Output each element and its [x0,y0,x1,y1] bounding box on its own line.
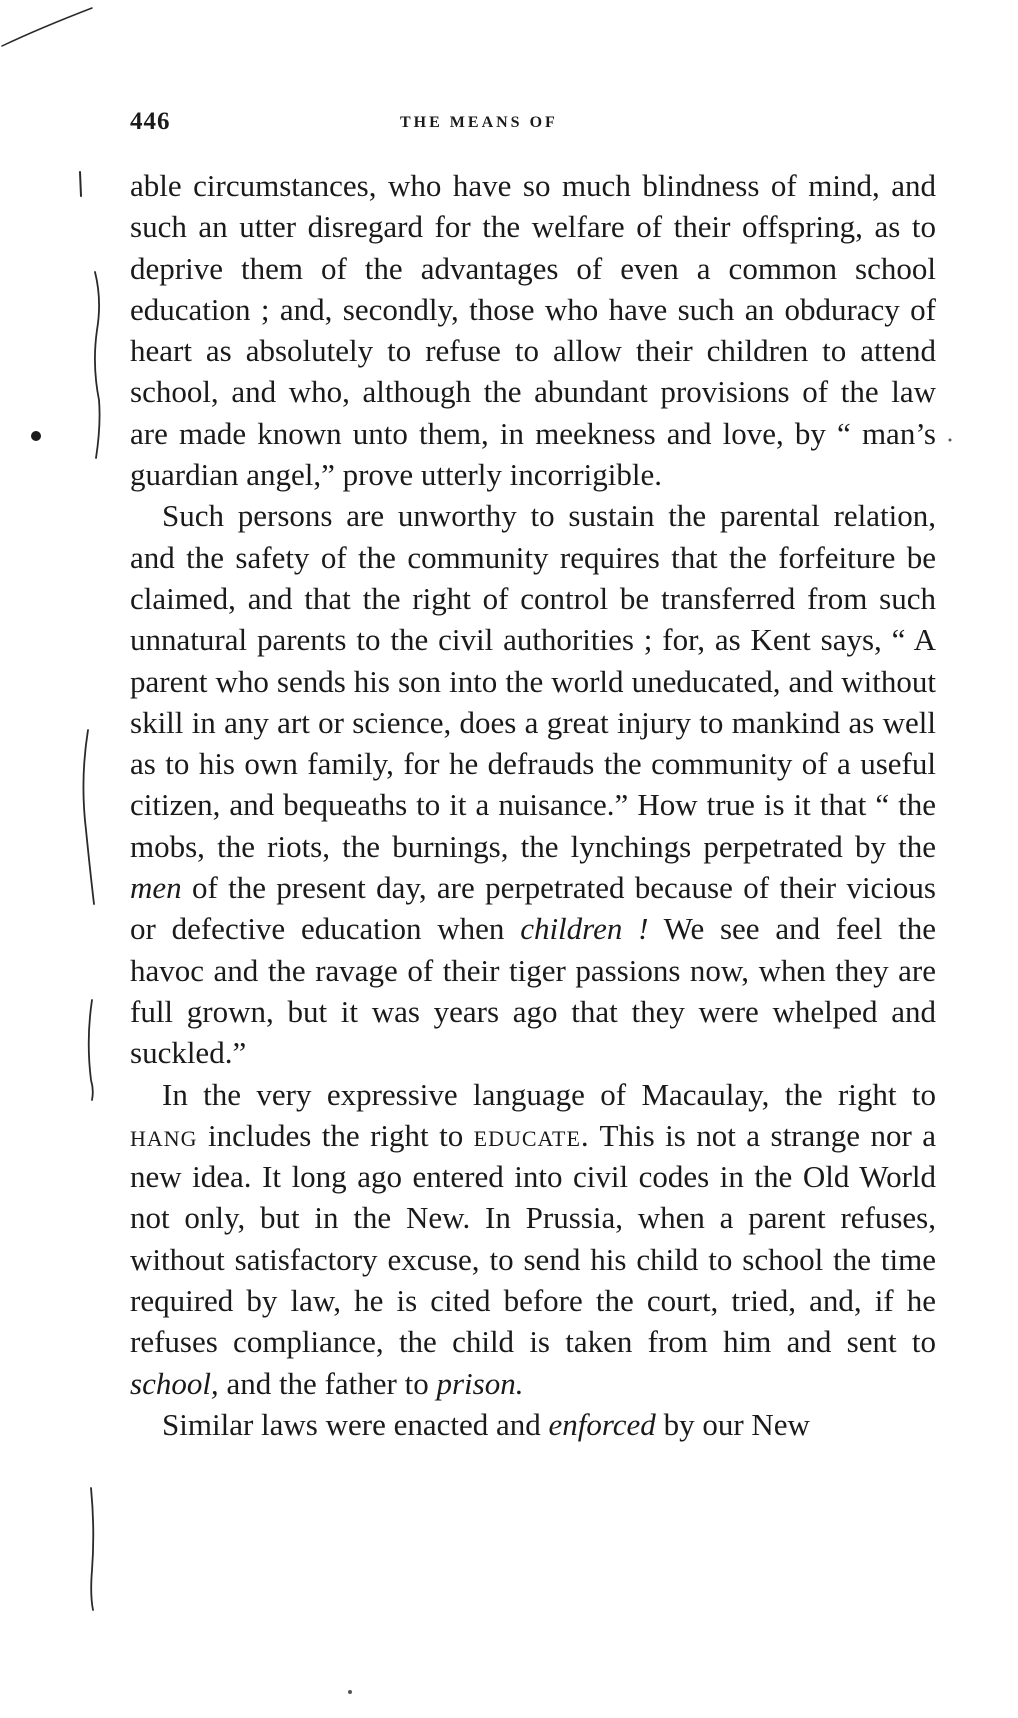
running-title: THE MEANS OF [400,114,558,131]
italic-run: men [130,870,182,906]
paragraph-kent-quote [130,495,936,1073]
text-run: This is not a strange nor a new idea. It long ago entered into civil codes in the Old World not only, but in the New. In Prussia, when a parent refuses, without satisfactory excuse, to send his child to school the time required by law, he is cited before the court, tried, and, if he refuses compliance, the child is taken from him and sent to [130,1117,937,1360]
body-text [130,165,936,1445]
text-run: by our New [655,1406,810,1442]
italic-run: school, [130,1365,219,1401]
text-run: Such persons are unworthy to sustain the parental relation, and the safety of the community requires that the forfeiture be claimed, and that the right of control be transferred from such unnatural parents to the civil authorities ; for, as Kent says, “ A parent who sends his son into the world uneducated, and without skill in any art or science, does a great injury to mankind as well as to his own family, for he defrauds the community of a useful citizen, and bequeaths to it a nuisance.” How true is it that “ the mobs, the riots, the burnings, the lynchings perpetrated by the [130,498,936,864]
margin-dot [949,439,952,442]
margin-dot [31,431,41,441]
corner-pencil-stroke [2,8,92,46]
italic-run: prison. [436,1365,524,1401]
text-run: We see and feel the havoc and the ravage of their tiger passions now, when they are full grown, but it was years ago that they were whelped and suckled.” [130,911,936,1071]
paragraph-continued: able circumstances, who have so much blindness of mind, and such an utter disregard for the welfare of their offspring, as to deprive them of the advantages of even a common school education ; and, secondly, those who have such an obduracy of heart as absolutely to refuse to allow their children to attend school, and who, although the abundant provisions of the law are made known unto them, in meekness and love, by “ man’s guardian angel,” prove utterly incorrigible. [130,168,936,493]
text-run: and the father to [218,1365,437,1401]
text-run: Similar laws were enacted and [162,1406,549,1442]
margin-bracket [83,730,94,904]
small-caps-run: hang [130,1117,198,1153]
text-run: includes the right to [197,1117,474,1153]
paragraph-macaulay [130,1074,936,1404]
running-head [130,108,860,148]
margin-tick [80,172,81,196]
page-number: 446 [130,108,171,135]
margin-bracket [95,272,100,458]
margin-bracket [89,1000,93,1100]
small-caps-run: educate. [473,1117,590,1153]
margin-dot [348,1690,352,1694]
italic-run: enforced [548,1406,656,1442]
italic-run: children ! [520,911,649,947]
paragraph-similar-laws [130,1404,936,1445]
text-run: of the present day, are perpetrated because of their vicious or defective education when [130,870,936,947]
text-run: In the very expressive language of Macaulay, the right to [162,1076,936,1112]
margin-bracket [91,1488,93,1610]
